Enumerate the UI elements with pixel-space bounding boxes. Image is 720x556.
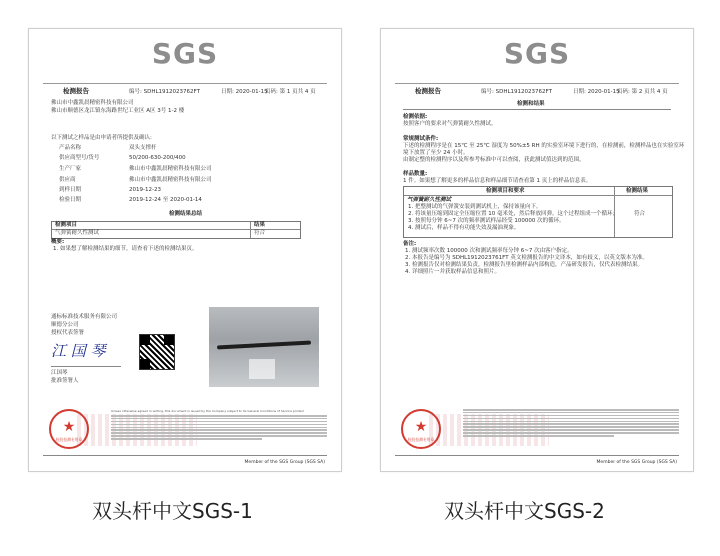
page-footer: Member of the SGS Group (SGS SA) [596, 460, 677, 465]
report-number: 编号: SDHL1912023762FT [129, 89, 200, 95]
info-label: 生产厂家 [59, 166, 82, 172]
info-value: 50/200-630-200/400 [129, 155, 186, 161]
summary-title: 检测结果总结 [169, 211, 203, 217]
intro-text: 以下测试之样品是由申请者所提供及确认: [51, 135, 152, 141]
sample-title: 样品数量: [403, 171, 428, 177]
header-divider [43, 83, 327, 84]
client-name: 佛山市中鑫凯晨精密科技有限公司 [51, 100, 134, 106]
stamp-seal: ★ 检验检测专用章 [401, 409, 441, 449]
info-label: 供应商型号/货号 [59, 155, 100, 161]
signer-title: 批准签署人 [51, 378, 79, 384]
fine-print-intro: Unless otherwise agreed in writing, this document is issued by the Company subject to its General Conditions of Service printed [111, 409, 304, 413]
sample-text: 1 件。如果想了解更多的样品信息和样品细节请查看第 1 页上的样品信息表。 [403, 178, 592, 184]
client-address: 佛山市顺德区龙江镇东海路世纪工业区 A区 3号 1-2 楼 [51, 108, 185, 114]
test-req-text: 按照客户的要求对气弹簧耐久性测试。 [403, 121, 497, 127]
results-step: 2. 将该量压缩到固定全压缩位置 10 毫米处，然后释放回弹。这个过程组成一个循环； [408, 211, 618, 217]
page-footer: Member of the SGS Group (SGS SA) [244, 460, 325, 465]
test-req-title: 检测依据: [403, 114, 428, 120]
conditions-line: 由制定整的检测程序以及所参考标准中可以查阅，获此测试值达到的范围。 [403, 157, 585, 163]
stamp-seal: ★ 检验检测专用章 [49, 409, 89, 449]
note-line: 3. 检测报告仅对检测结果负责，检测报告里检测样品内部构造，产品研发报告，仅代表检测结果。 [405, 262, 643, 268]
auth-label: 授权代表签署 [51, 330, 85, 336]
note-line: 4. 详细照片一并获取样品信息和照片。 [405, 269, 500, 275]
signature: 江 国 琴 [51, 342, 106, 360]
signer-name: 江国琴 [51, 370, 68, 376]
sgs-logo: SGS [151, 37, 219, 70]
note-line: 2. 本报告是编号为 SDHL1912023761FT 英文检测报告的中文译本，如有歧义，以英文版本为准。 [405, 255, 648, 261]
info-value: 双头支撑杆 [129, 145, 157, 151]
gas-spring-image [217, 341, 311, 350]
report-title: 检测报告 [415, 87, 441, 95]
summary-col-item: 检测项目 [55, 222, 78, 228]
results-step: 1. 把整测试的气弹簧安装到测试机上，保持该量向下。 [408, 204, 542, 210]
report-page-1 [28, 28, 342, 472]
caption-left: 双头杆中文SGS-1 [92, 499, 253, 523]
header-divider [395, 83, 679, 84]
report-page: 页码: 第 1 页共 4 页 [265, 89, 316, 95]
section-title: 检测和结果 [517, 101, 545, 107]
note-line: 1. 测试频率次数 100000 次和测试频率每分钟 6~7 次由客户指定。 [405, 248, 573, 254]
results-item-name: 气弹簧耐久性测试 [407, 197, 452, 203]
remarks-text: 1. 如果想了解检测结果的细节，请查看下述的检测结果页。 [53, 246, 198, 252]
qr-code [139, 334, 175, 370]
notes-title: 备注: [403, 241, 417, 247]
report-page-2 [380, 28, 694, 472]
report-number: 编号: SDHL1912023762FT [481, 89, 552, 95]
results-table [403, 186, 673, 238]
company-name: 通标标准技术服务有限公司 [51, 314, 118, 320]
summary-row-item: 气弹簧耐久性测试 [55, 230, 100, 236]
report-title: 检测报告 [63, 87, 89, 95]
info-value: 2019-12-23 [129, 187, 161, 193]
results-value: 符合 [634, 211, 646, 217]
lab-name: 顺德分公司 [51, 322, 79, 328]
summary-table [51, 221, 301, 239]
caption-right: 双头杆中文SGS-2 [444, 499, 605, 523]
results-step: 4. 测试后，样品不得有功能失效及漏油现象。 [408, 225, 520, 231]
info-label: 产品名称 [59, 145, 82, 151]
remarks-title: 概要: [51, 239, 65, 245]
summary-row-result: 符合 [254, 230, 266, 236]
info-label: 到样日期 [59, 187, 82, 193]
sample-photo [209, 307, 319, 387]
results-col-item: 检测项目和要求 [486, 188, 525, 194]
fine-print [463, 409, 679, 443]
report-page: 页码: 第 2 页共 4 页 [617, 89, 668, 95]
fine-print [111, 415, 327, 449]
conditions-line: 境下放置了至少 24 小时。 [403, 150, 469, 156]
conditions-line: 下述的检测程序是在 15℃ 至 25℃ 湿度为 50%±5 RH 的实验室环境下进行的，在检测前，检测样品也在实验室环 [403, 143, 685, 149]
info-label: 检验日期 [59, 197, 82, 203]
info-value: 佛山市中鑫凯晨精密科技有限公司 [129, 166, 212, 172]
results-step: 3. 按照每分钟 6~7 次的频率测试样品经受 100000 次的循环。 [408, 218, 565, 224]
report-date: 日期: 2020-01-15 [221, 89, 268, 95]
summary-col-result: 结果 [254, 222, 266, 228]
results-col-result: 检测结果 [626, 188, 649, 194]
sgs-logo: SGS [503, 37, 571, 70]
info-label: 供应商 [59, 177, 76, 183]
report-date: 日期: 2020-01-15 [573, 89, 620, 95]
info-value: 2019-12-24 至 2020-01-14 [129, 197, 202, 203]
conditions-title: 常规测试条件: [403, 136, 439, 142]
info-value: 佛山市中鑫凯晨精密科技有限公司 [129, 177, 212, 183]
